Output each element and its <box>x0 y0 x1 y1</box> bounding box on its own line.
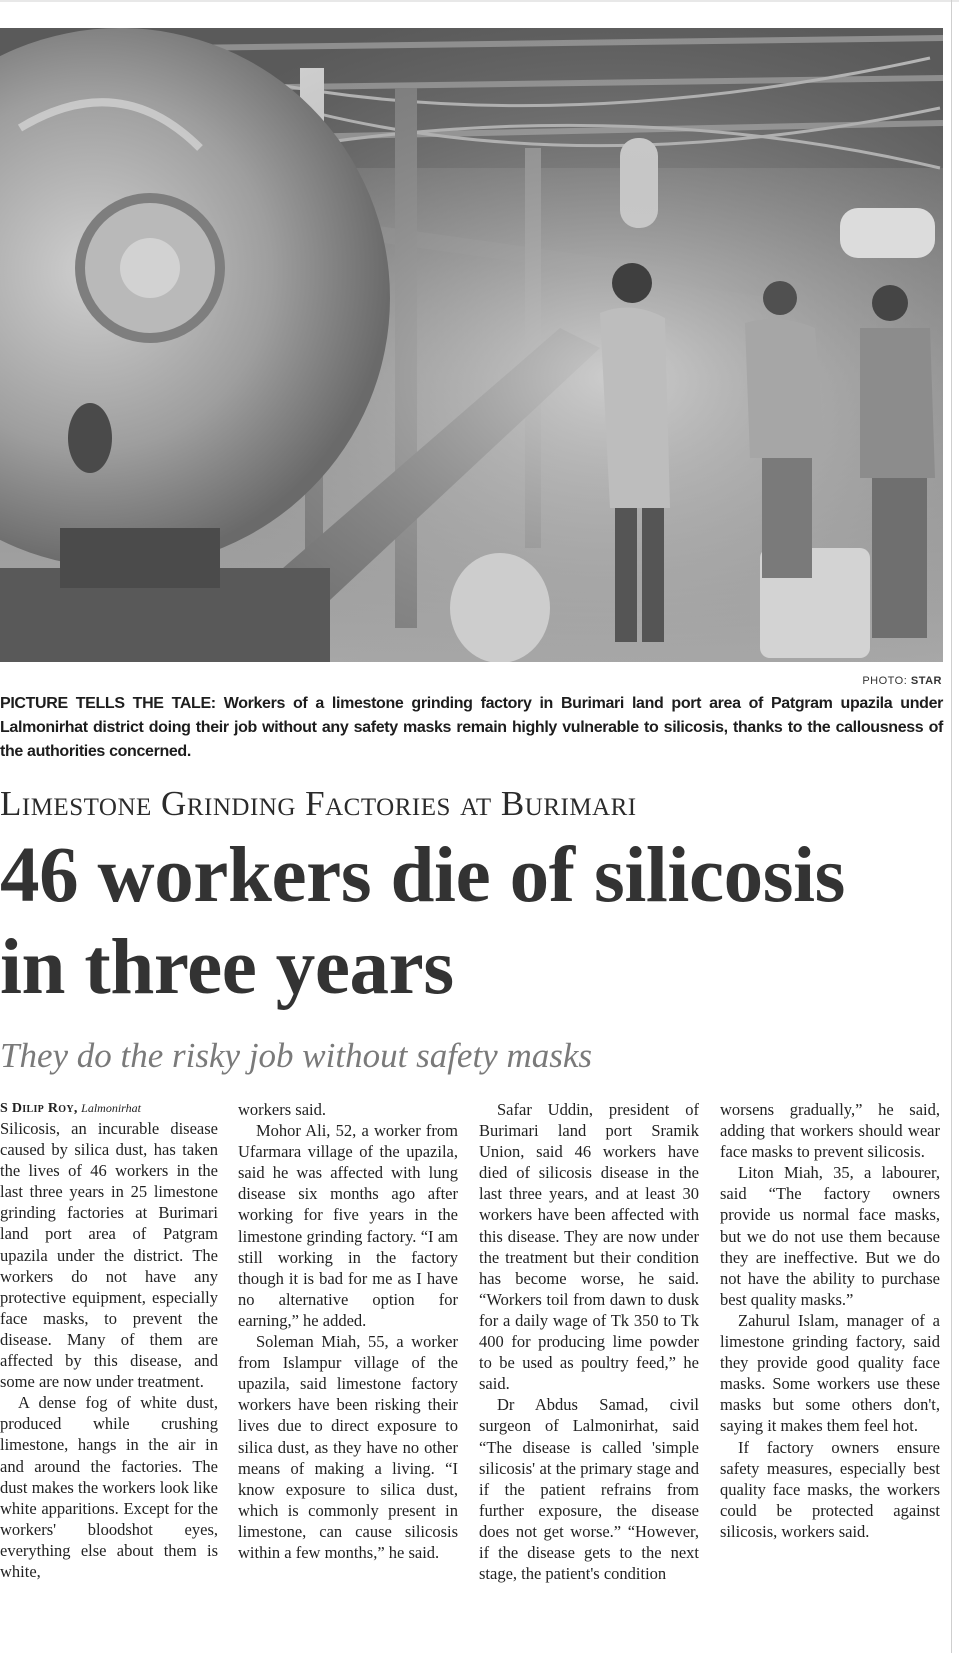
photo-caption <box>0 692 943 764</box>
headline-line-1: 46 workers die of silicosis <box>0 832 845 919</box>
caption-lead: PICTURE TELLS THE TALE: <box>0 695 216 712</box>
article-kicker: Limestone Grinding Factories at Burimari <box>0 784 637 823</box>
headline-line-2: in three years <box>0 924 454 1011</box>
photo-credit <box>862 675 942 687</box>
news-photo <box>0 28 943 662</box>
byline-place: Lalmonirhat <box>81 1101 141 1115</box>
paragraph: Silicosis, an incurable disease caused by silica dust, has taken the lives of 46 workers in the last three years in 25 limestone grinding factories at Burimari land port area of Patgram upazila under the district. The workers do not have any protective equipment, especially face masks, to prevent the disease. Many of them are affected by this disease, and some are now under treatment. <box>0 1119 218 1392</box>
article-column-1 <box>0 1099 218 1582</box>
byline <box>0 1099 218 1118</box>
paragraph: Mohor Ali, 52, a worker from Ufarmara village of the upazila, said he was affected with lung disease six months ago after working for five years in the limestone grinding factory. “I am still working in the factory though it is bad for me as I have no alternative option for earning,” he added. <box>238 1121 458 1330</box>
factory-photo-icon <box>0 28 943 662</box>
paragraph: worsens gradually,” he said, adding that workers should wear face masks to prevent silicosis. <box>720 1100 940 1162</box>
paragraph: Safar Uddin, president of Burimari land port Sramik Union, said 46 workers have died of silicosis disease in the last three years, and at least 30 workers have been affected with this disease. They are now under the treatment but their condition has become worse, he said. “Workers toil from dawn to dusk for a daily wage of Tk 350 to Tk 400 for producing lime powder to be used as poultry feed,” he said. <box>479 1100 699 1394</box>
paragraph: Liton Miah, 35, a labourer, said “The factory owners provide us normal face masks, but we do not use them because they are ineffective. But we do not have the ability to purchase best quality masks.” <box>720 1163 940 1309</box>
article-deck: They do the risky job without safety masks <box>0 1036 593 1075</box>
paragraph: Zahurul Islam, manager of a limestone grinding factory, said they provide good quality face masks. Some workers use these masks but some others don't, saying it makes them feel hot. <box>720 1310 940 1436</box>
page-top-rule <box>0 0 959 2</box>
article-headline <box>0 830 955 1014</box>
caption-text: Workers of a limestone grinding factory in Burimari land port area of Patgram upazila under Lalmonirhat district doing their job without any safety masks remain highly vulnerable to silicosis, thanks to the callousness of the authorities concerned. <box>0 695 943 760</box>
page-right-rule <box>951 0 952 1653</box>
photo-credit-label: PHOTO: <box>862 675 908 687</box>
paragraph: A dense fog of white dust, produced while crushing limestone, hangs in the air in and around the factories. The dust makes the workers look like white apparitions. Except for the workers' bloodshot eyes, everything else about them is white, <box>0 1393 218 1581</box>
byline-name: S Dilip Roy, <box>0 1101 78 1116</box>
paragraph: If factory owners ensure safety measures, especially best quality face masks, the workers could be protected against silicosis, workers said. <box>720 1437 940 1541</box>
paragraph: workers said. <box>238 1100 326 1119</box>
paragraph: Dr Abdus Samad, civil surgeon of Lalmonirhat, said “The disease is called 'simple silicosis' at the primary stage and if the patient refrains from further exposure, the disease does not get worse.” “However, if the disease gets to the next stage, the patient's condition <box>479 1395 699 1584</box>
article-column-3 <box>479 1099 699 1584</box>
paragraph: Soleman Miah, 55, a worker from Islampur village of the upazila, said limestone factory workers have been risking their lives due to direct exposure to silica dust, as they have no other means of making a living. “I know exposure to silica dust, which is commonly present in limestone, can cause silicosis within a few months,” he said. <box>238 1332 458 1562</box>
article-column-2 <box>238 1099 458 1563</box>
article-column-4 <box>720 1099 940 1542</box>
photo-credit-source: STAR <box>910 675 942 687</box>
